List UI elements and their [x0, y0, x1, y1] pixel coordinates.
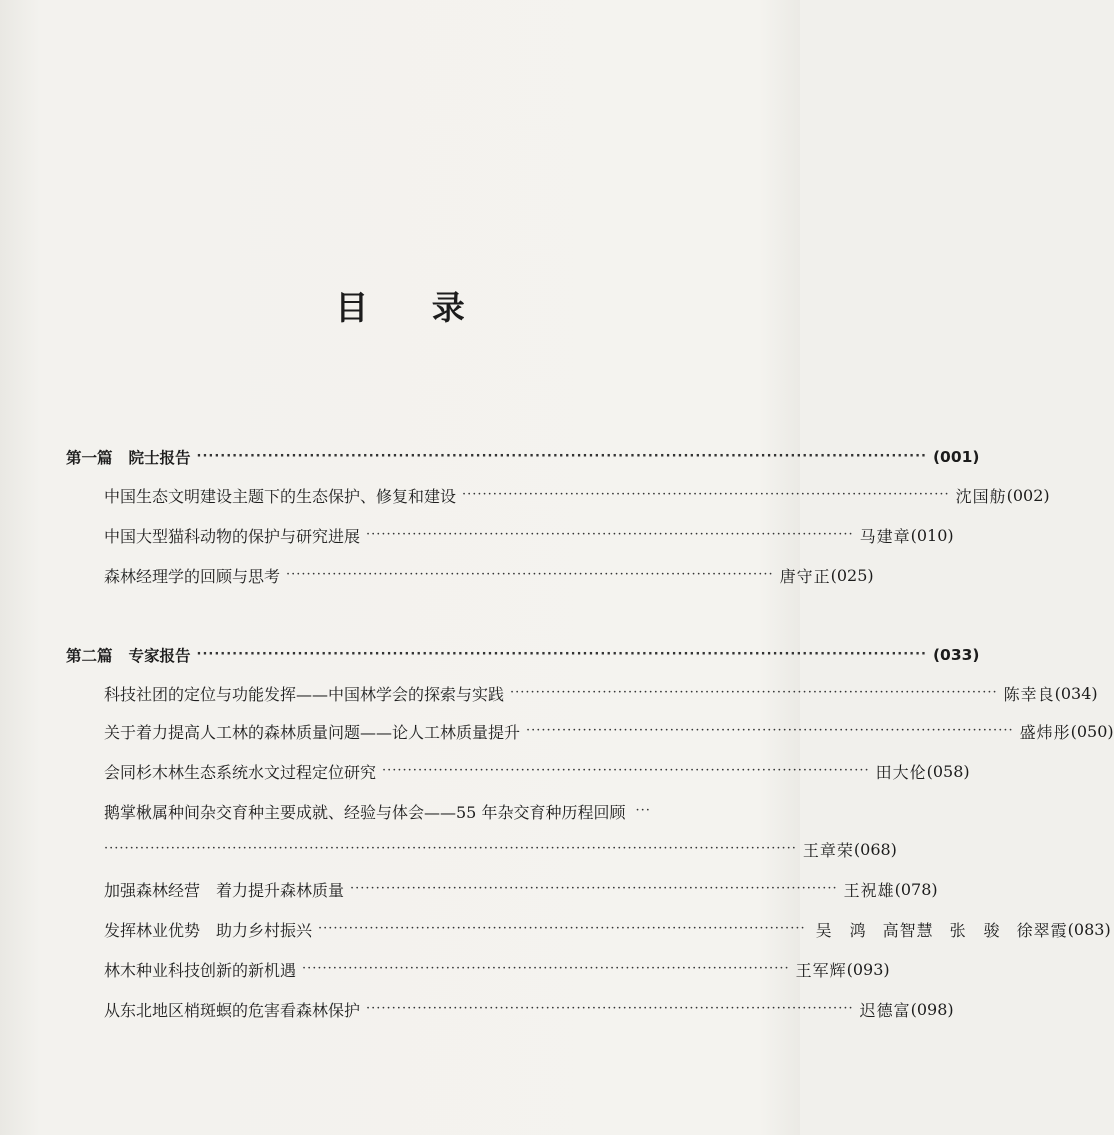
- leader-dots: ·······························································································: [286, 567, 774, 582]
- entry-author: 盛炜彤: [1019, 722, 1071, 742]
- entry-author: 王军辉: [795, 960, 847, 980]
- entry-author: 沈国舫: [955, 486, 1007, 506]
- entry-title: 加强森林经营 着力提升森林质量: [104, 880, 345, 900]
- toc-entry[interactable]: [104, 560, 874, 590]
- leader-dots: ···: [635, 803, 651, 818]
- entry-author: 马建章: [859, 526, 911, 546]
- toc-entry[interactable]: [104, 914, 1111, 944]
- leader-dots: ·······························································································: [318, 921, 806, 936]
- page-number: (025): [830, 565, 874, 585]
- entry-author: 唐守正: [779, 566, 831, 586]
- leader-dots: ·······························································································: [366, 1001, 854, 1016]
- entry-title: 科技社团的定位与功能发挥——中国林学会的探索与实践: [104, 684, 505, 704]
- toc-entry[interactable]: [104, 756, 970, 786]
- leader-dots: ·······························································································: [510, 685, 998, 700]
- entry-author: 王章荣: [802, 840, 854, 860]
- toc-entry[interactable]: [104, 994, 954, 1024]
- part-label: 第一篇: [66, 449, 113, 467]
- toc-entry[interactable]: [104, 520, 954, 550]
- entry-author: 徐翠霞: [1016, 920, 1068, 940]
- page-number: (050): [1070, 721, 1114, 741]
- toc-entry[interactable]: [104, 954, 890, 984]
- page-number: (083): [1067, 919, 1111, 939]
- page-number: (068): [853, 839, 897, 859]
- part-heading: [66, 442, 980, 472]
- entry-author: 高智慧: [882, 920, 934, 940]
- part-name: 专家报告: [128, 647, 191, 665]
- entry-title: 发挥林业优势 助力乡村振兴: [104, 920, 313, 940]
- page-number: (098): [910, 999, 954, 1019]
- entry-author: 王祝雄: [843, 880, 895, 900]
- leader-dots: ···························································································································: [196, 449, 927, 464]
- page-number: (093): [846, 959, 890, 979]
- entry-title: 关于着力提高人工林的森林质量问题——论人工林质量提升: [104, 722, 521, 742]
- leader-dots: ·······························································································: [366, 527, 854, 542]
- toc-entry[interactable]: [104, 796, 694, 826]
- leader-dots: ·······································································································································: [104, 841, 797, 856]
- entry-author: 迟德富: [859, 1000, 911, 1020]
- page-number: (001): [932, 448, 980, 466]
- part-label: 第二篇: [66, 647, 113, 665]
- page-number: (033): [932, 646, 980, 664]
- toc-entry[interactable]: [104, 480, 1050, 510]
- leader-dots: ···························································································································: [196, 647, 927, 662]
- leader-dots: ·······························································································: [350, 881, 838, 896]
- leader-dots: ·······························································································: [382, 763, 870, 778]
- leader-dots: ·······························································································: [526, 723, 1014, 738]
- entry-author: 吴 鸿: [815, 920, 867, 940]
- entry-title: 会同杉木林生态系统水文过程定位研究: [104, 762, 377, 782]
- entry-title: 鹅掌楸属种间杂交育种主要成就、经验与体会——55 年杂交育种历程回顾: [104, 802, 626, 822]
- entry-title: 中国生态文明建设主题下的生态保护、修复和建设: [104, 486, 457, 506]
- part-name: 院士报告: [128, 449, 191, 467]
- page-number: (058): [926, 761, 970, 781]
- page-number: (010): [910, 525, 954, 545]
- entry-title: 从东北地区梢斑螟的危害看森林保护: [104, 1000, 361, 1020]
- part-heading: [66, 640, 980, 670]
- entry-author: 张 骏: [949, 920, 1001, 940]
- page-number: (002): [1006, 485, 1050, 505]
- leader-dots: ·······························································································: [302, 961, 790, 976]
- entry-title: 林木种业科技创新的新机遇: [104, 960, 297, 980]
- entry-author: 陈幸良: [1003, 684, 1055, 704]
- entry-authors: [816, 918, 1068, 941]
- toc-entry-continuation: [104, 834, 897, 864]
- toc-entry[interactable]: [104, 678, 1098, 708]
- entry-title: 中国大型猫科动物的保护与研究进展: [104, 526, 361, 546]
- page-title: 目 录: [335, 288, 491, 327]
- page-number: (078): [894, 879, 938, 899]
- page-number: (034): [1054, 683, 1098, 703]
- entry-title: 森林经理学的回顾与思考: [104, 566, 281, 586]
- toc-entry[interactable]: [104, 716, 1114, 746]
- entry-author: 田大伦: [875, 762, 927, 782]
- leader-dots: ·······························································································: [462, 487, 950, 502]
- toc-entry[interactable]: [104, 874, 938, 904]
